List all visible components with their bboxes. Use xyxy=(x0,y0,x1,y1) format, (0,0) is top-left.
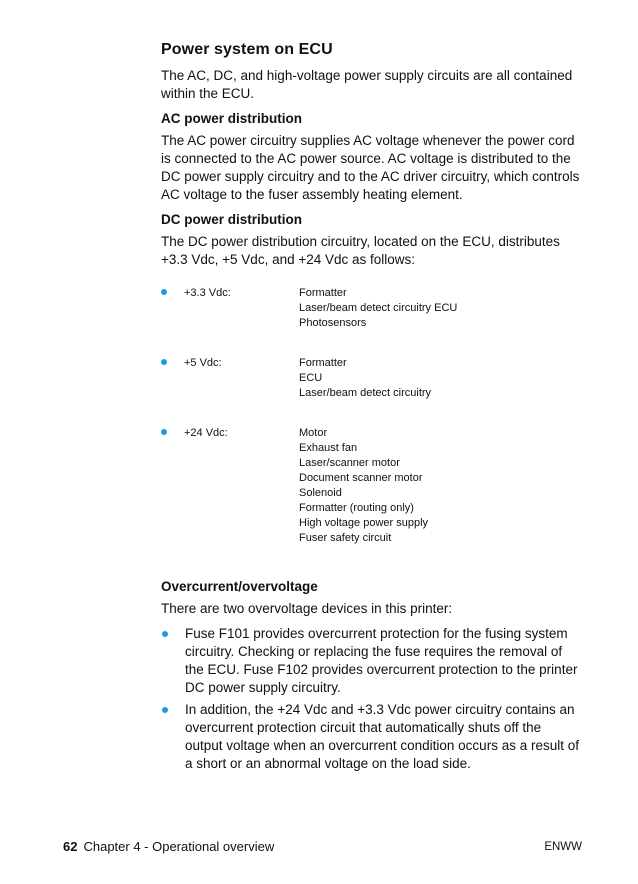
voltage-list xyxy=(161,286,581,546)
locale-code: ENWW xyxy=(544,841,582,853)
component-item: Exhaust fan xyxy=(299,442,358,454)
dc-heading: DC power distribution xyxy=(161,212,302,227)
dc-body: The DC power distribution circuitry, located on the ECU, distributes +3.3 Vdc, +5 Vdc, and +24 Vdc as follows: xyxy=(161,234,560,267)
voltage-item xyxy=(161,286,581,331)
voltage-label: +3.3 Vdc: xyxy=(184,287,231,299)
voltage-label: +24 Vdc: xyxy=(184,427,228,439)
component-list xyxy=(299,356,581,401)
voltage-label: +5 Vdc: xyxy=(184,357,222,369)
page-content xyxy=(161,40,581,777)
component-list xyxy=(299,286,581,331)
ac-heading: AC power distribution xyxy=(161,111,302,126)
component-item: Formatter xyxy=(299,287,347,299)
component-item: Laser/beam detect circuitry xyxy=(299,387,432,399)
list-item xyxy=(161,625,581,697)
bullet-icon xyxy=(161,289,167,295)
page-footer xyxy=(63,839,582,855)
voltage-item xyxy=(161,356,581,401)
component-item: Solenoid xyxy=(299,487,342,499)
section-intro: The AC, DC, and high-voltage power supply circuits are all contained within the ECU. xyxy=(161,68,573,101)
component-item: Laser/scanner motor xyxy=(299,457,400,469)
component-item: Photosensors xyxy=(299,317,367,329)
bullet-icon xyxy=(161,429,167,435)
ac-body: The AC power circuitry supplies AC voltage whenever the power cord is connected to the AC power source. AC voltage is distributed to the DC power supply circuitry and to the AC driver circuitry, which controls AC voltage to the fuser assembly heating element. xyxy=(161,133,580,202)
overcurrent-list xyxy=(161,625,581,773)
component-item: Motor xyxy=(299,427,328,439)
list-item xyxy=(161,701,581,773)
component-item: Formatter (routing only) xyxy=(299,502,414,514)
bullet-icon xyxy=(162,631,168,637)
bullet-icon xyxy=(162,707,168,713)
page-number: 62 xyxy=(63,839,78,854)
section-title: Power system on ECU xyxy=(161,41,333,58)
list-item-text: Fuse F101 provides overcurrent protection for the fusing system circuitry. Checking or replacing the fuse requires the removal of the ECU. Fuse F102 provides overcurrent protection to the printer DC power supply circuitry. xyxy=(185,626,578,695)
overcurrent-intro: There are two overvoltage devices in this printer: xyxy=(161,601,453,616)
component-item: Laser/beam detect circuitry ECU xyxy=(299,302,458,314)
component-item: Formatter xyxy=(299,357,347,369)
component-item: ECU xyxy=(299,372,323,384)
voltage-item xyxy=(161,426,581,546)
list-item-text: In addition, the +24 Vdc and +3.3 Vdc power circuitry contains an overcurrent protection circuit that automatically shuts off the output voltage when an overcurrent condition occurs as a result of a short or an abnormal voltage on the load side. xyxy=(185,702,579,771)
component-list xyxy=(299,426,581,546)
component-item: Fuser safety circuit xyxy=(299,532,392,544)
component-item: Document scanner motor xyxy=(299,472,423,484)
overcurrent-heading: Overcurrent/overvoltage xyxy=(161,579,318,594)
component-item: High voltage power supply xyxy=(299,517,429,529)
chapter-title: Chapter 4 - Operational overview xyxy=(83,839,275,854)
bullet-icon xyxy=(161,359,167,365)
